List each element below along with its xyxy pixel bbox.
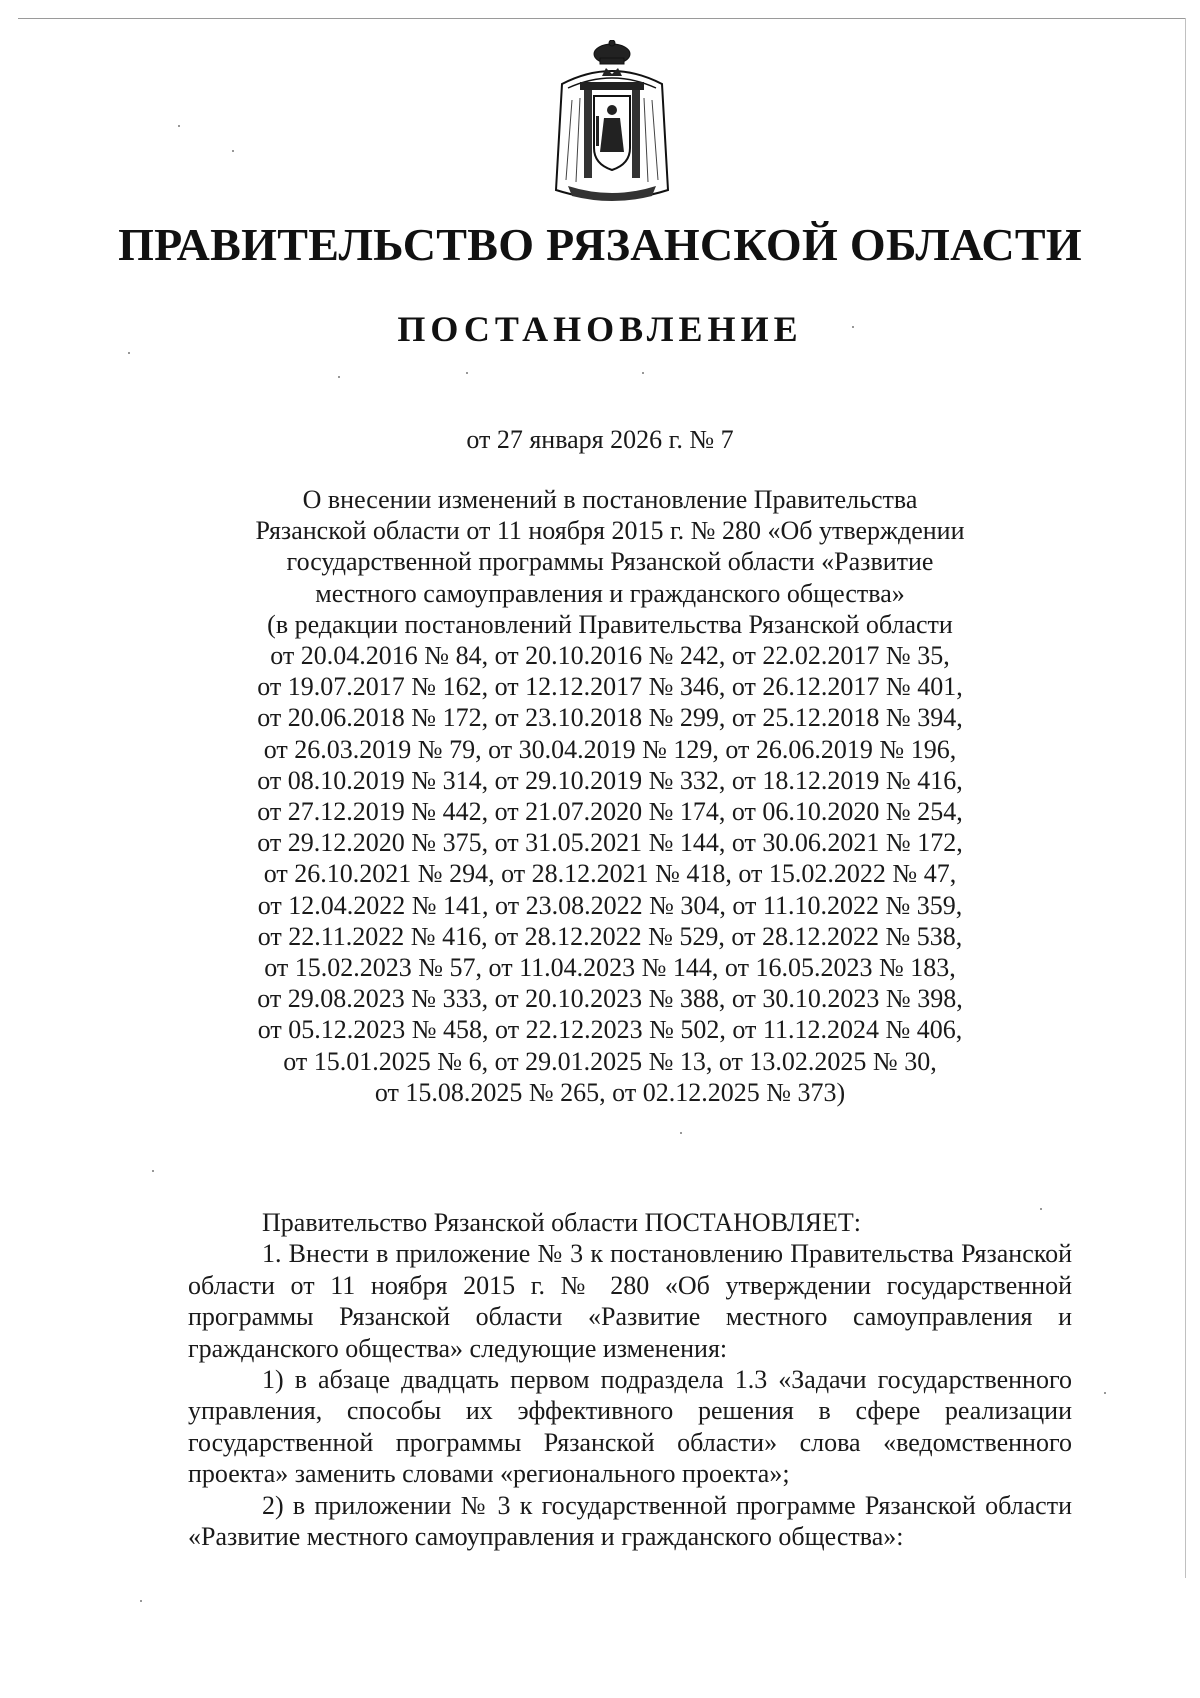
subject-line: от 29.08.2023 № 333, от 20.10.2023 № 388, от 30.10.2023 № 398, (257, 984, 963, 1014)
subject-line: государственной программы Рязанской области «Развитие (286, 547, 934, 577)
scan-speck (140, 1600, 142, 1602)
subject-line: от 15.01.2025 № 6, от 29.01.2025 № 13, от 13.02.2025 № 30, (283, 1046, 937, 1076)
scan-speck (1104, 1392, 1106, 1394)
body-preamble: Правительство Рязанской области ПОСТАНОВЛЯЕТ: (262, 1208, 862, 1237)
coat-of-arms-emblem (548, 40, 676, 205)
subject-line: от 22.11.2022 № 416, от 28.12.2022 № 529, от 28.12.2022 № 538, (257, 921, 963, 951)
subject-line: от 12.04.2022 № 141, от 23.08.2022 № 304, от 11.10.2022 № 359, (257, 890, 963, 920)
document-type-heading: ПОСТАНОВЛЕНИЕ (397, 309, 803, 349)
subject-line: от 19.07.2017 № 162, от 12.12.2017 № 346, от 26.12.2017 № 401, (257, 672, 963, 702)
scan-top-border (18, 18, 1186, 19)
subject-line: от 15.08.2025 № 265, от 02.12.2025 № 373) (374, 1077, 846, 1107)
subject-line: от 20.06.2018 № 172, от 23.10.2018 № 299, от 25.12.2018 № 394, (257, 703, 963, 733)
scan-speck (178, 125, 180, 127)
body-paragraph-1: 1. Внести в приложение № 3 к постановлению Правительства Рязанской области от 11 ноября 2015 г. № 280 «Об утверждении государственной программы Рязанской области «Развитие местного самоуправления и гражданского общества» следующие изменения: (188, 1239, 1072, 1363)
scan-speck (338, 376, 340, 378)
scan-speck (680, 1132, 682, 1134)
document-body (188, 1207, 1072, 1552)
subject-line: от 20.04.2016 № 84, от 20.10.2016 № 242, от 22.02.2017 № 35, (270, 641, 950, 671)
subject-line: от 27.12.2019 № 442, от 21.07.2020 № 174, от 06.10.2020 № 254, (257, 797, 963, 827)
body-paragraph-2: 1) в абзаце двадцать первом подраздела 1.3 «Задачи государственного управления, способы их эффективного решения в сфере реализации государственной программы Рязанской области» слова «ведомственного проекта» заменить словами «регионального проекта»; (188, 1365, 1072, 1489)
scan-speck (128, 352, 130, 354)
subject-line: (в редакции постановлений Правительства Рязанской области (267, 609, 953, 639)
subject-line: О внесении изменений в постановление Правительства (302, 485, 918, 514)
scan-speck (466, 372, 468, 374)
organization-title: ПРАВИТЕЛЬСТВО РЯЗАНСКОЙ ОБЛАСТИ (118, 219, 1082, 270)
scan-speck (1040, 1208, 1042, 1210)
subject-line: от 26.03.2019 № 79, от 30.04.2019 № 129, от 26.06.2019 № 196, (263, 734, 957, 764)
scan-speck (852, 326, 854, 328)
subject-line: от 26.10.2021 № 294, от 28.12.2021 № 418, от 15.02.2022 № 47, (263, 859, 957, 889)
body-paragraph-3: 2) в приложении № 3 к государственной программе Рязанской области «Развитие местного самоуправления и гражданского общества»: (188, 1490, 1072, 1552)
subject-line: от 15.02.2023 № 57, от 11.04.2023 № 144, от 16.05.2023 № 183, (264, 953, 956, 983)
subject-line: от 05.12.2023 № 458, от 22.12.2023 № 502, от 11.12.2024 № 406, (257, 1015, 963, 1045)
subject-line: местного самоуправления и гражданского общества» (315, 578, 905, 608)
subject-line: от 29.12.2020 № 375, от 31.05.2021 № 144, от 30.06.2021 № 172, (257, 828, 963, 858)
scan-speck (152, 1170, 154, 1172)
scan-speck (642, 372, 644, 374)
subject-line: Рязанской области от 11 ноября 2015 г. № 280 «Об утверждении (255, 516, 965, 546)
subject-line: от 08.10.2019 № 314, от 29.10.2019 № 332, от 18.12.2019 № 416, (257, 765, 963, 795)
document-date-number: от 27 января 2026 г. № 7 (466, 425, 734, 454)
document-subject (230, 484, 990, 1108)
scan-speck (232, 150, 234, 152)
